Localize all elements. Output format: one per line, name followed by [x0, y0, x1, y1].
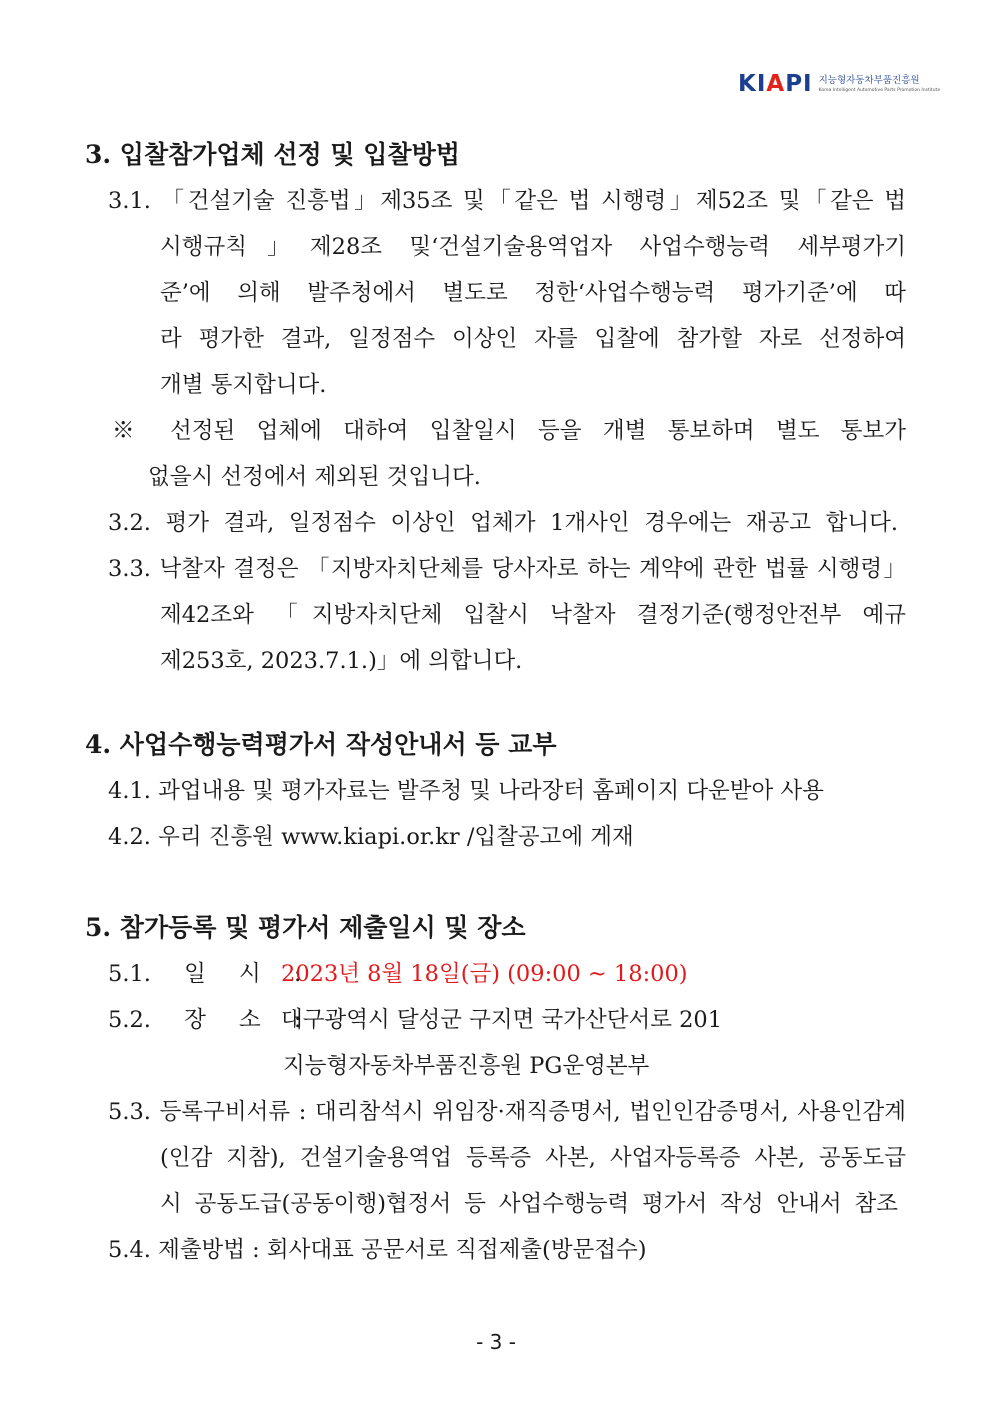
item-3-1-line-4: 라 평가한 결과, 일정점수 이상인 자를 입찰에 참가할 자로 선정하여: [160, 326, 906, 352]
item-3-1-line-2: 시행규칙」제28조 및‘건설기술용역업자 사업수행능력 세부평가기: [160, 234, 906, 260]
item-5-1-label: 5.1. 일 시 :: [108, 961, 302, 987]
item-3-1-line-5: 개별 통지합니다.: [160, 372, 327, 398]
kiapi-logo: [738, 72, 940, 96]
item-3-3-line-3: 제253호, 2023.7.1.)」에 의합니다.: [160, 648, 523, 674]
note-line-1: ※ 선정된 업체에 대하여 입찰일시 등을 개별 통보하며 별도 통보가: [112, 418, 906, 444]
item-3-2: 3.2. 평가 결과, 일정점수 이상인 업체가 1개사인 경우에는 재공고 합니다.: [108, 510, 898, 536]
item-3-1-line-1: 3.1. 「건설기술 진흥법」제35조 및「같은 법 시행령」제52조 및「같은 법: [108, 188, 906, 214]
item-5-3-line-2: (인감 지참), 건설기술용역업 등록증 사본, 사업자등록증 사본, 공동도급: [160, 1145, 906, 1171]
item-5-4: 5.4. 제출방법 : 회사대표 공문서로 직접제출(방문접수): [108, 1237, 647, 1263]
page-number: - 3 -: [476, 1330, 516, 1354]
item-5-3-line-1: 5.3. 등록구비서류 : 대리참석시 위임장·재직증명서, 법인인감증명서, 사용인감계: [108, 1099, 906, 1125]
org-name-ko: 지능형자동차부품진흥원: [818, 74, 920, 86]
section-4-title: 4. 사업수행능력평가서 작성안내서 등 교부: [85, 730, 557, 759]
item-5-2-label: 5.2. 장 소 :: [108, 1007, 302, 1033]
item-3-3-line-1: 3.3. 낙찰자 결정은 「지방자치단체를 당사자로 하는 계약에 관한 법률 시행령」: [108, 556, 906, 582]
note-line-2: 없을시 선정에서 제외된 것입니다.: [148, 464, 481, 490]
logo-subtitle: [819, 75, 940, 94]
item-4-2: 4.2. 우리 진흥원 www.kiapi.or.kr /입찰공고에 게재: [108, 824, 634, 850]
org-name-en: Korea Intelligent Automotive Parts Promotion Institute: [818, 87, 941, 93]
item-3-1-line-3: 준’에 의해 발주청에서 별도로 정한‘사업수행능력 평가기준’에 따: [160, 280, 906, 306]
item-5-2-value-line-1: 대구광역시 달성군 구지면 국가산단서로 201: [281, 1007, 723, 1033]
item-5-1-value: 2023년 8월 18일(금) (09:00 ~ 18:00): [281, 961, 688, 987]
item-5-2-value-line-2: 지능형자동차부품진흥원 PG운영본부: [283, 1053, 650, 1079]
section-5-title: 5. 참가등록 및 평가서 제출일시 및 장소: [85, 913, 526, 942]
item-3-3-line-2: 제42조와 「지방자치단체 입찰시 낙찰자 결정기준(행정안전부 예규: [160, 602, 906, 628]
item-5-3-line-3: 시 공동도급(공동이행)협정서 등 사업수행능력 평가서 작성 안내서 참조: [160, 1191, 898, 1217]
section-3-title: 3. 입찰참가업체 선정 및 입찰방법: [85, 140, 460, 169]
item-4-1: 4.1. 과업내용 및 평가자료는 발주청 및 나라장터 홈페이지 다운받아 사용: [108, 778, 824, 804]
logo-wordmark: KIAPI: [738, 71, 813, 97]
